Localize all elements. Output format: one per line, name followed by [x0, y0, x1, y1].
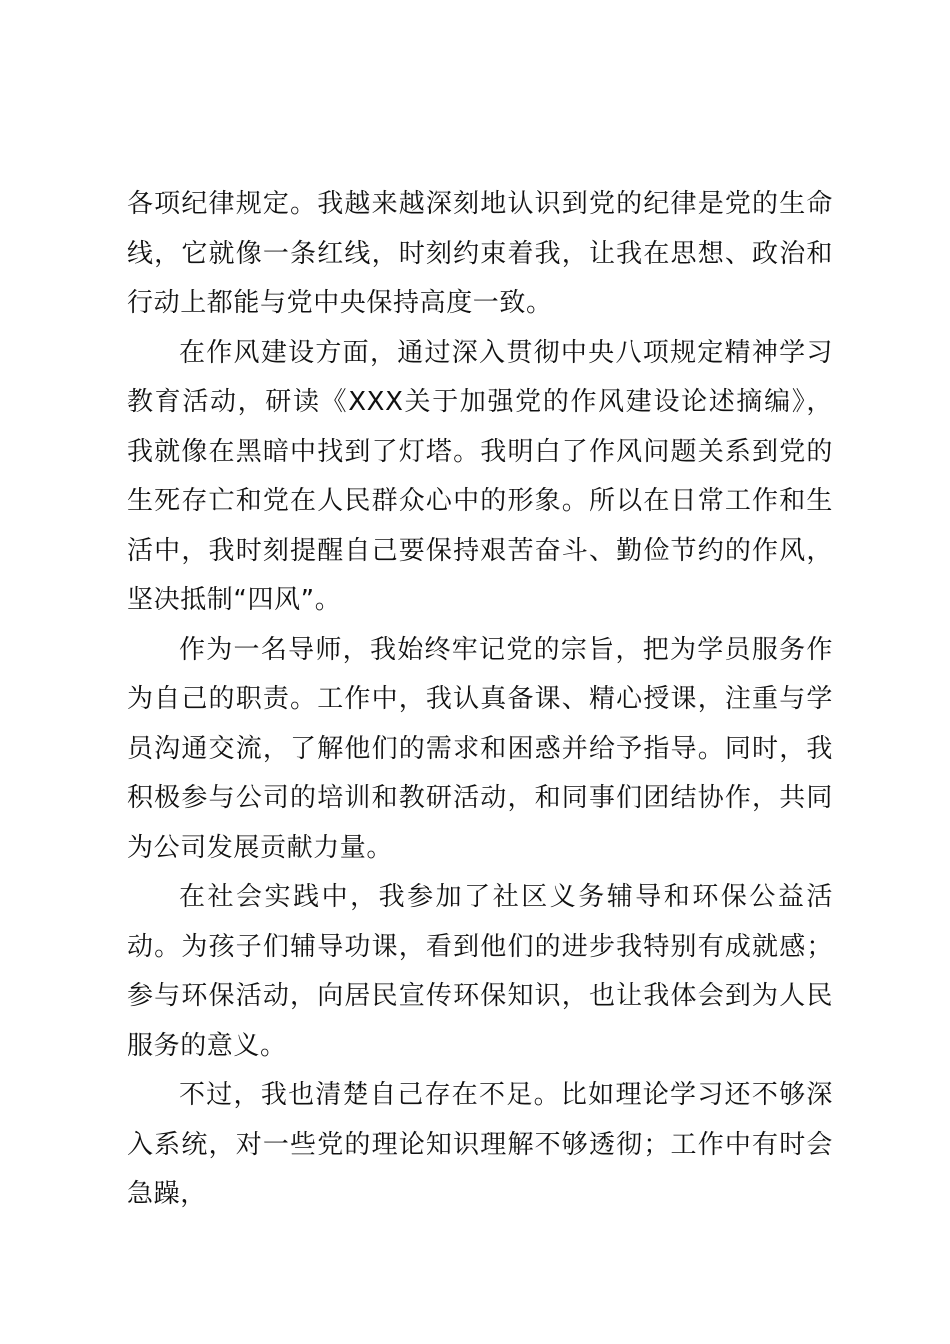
paragraph-work-style: 在作风建设方面，通过深入贯彻中央八项规定精神学习教育活动，研读《XXX关于加强党的作风建设论述摘编》，我就像在黑暗中找到了灯塔。我明白了作风问题关系到党的生死存亡和党在人民群众心中的形象。所以在日常工作和生活中，我时刻提醒自己要保持艰苦奋斗、勤俭节约的作风，坚决抵制“四风”。 — [127, 337, 833, 615]
document-body — [127, 180, 833, 1220]
paragraph-mentor-duty: 作为一名导师，我始终牢记党的宗旨，把为学员服务作为自己的职责。工作中，我认真备课、精心授课，注重与学员沟通交流，了解他们的需求和困惑并给予指导。同时，我积极参与公司的培训和教研活动，和同事们团结协作，共同为公司发展贡献力量。 — [127, 634, 833, 863]
paragraph-shortcomings: 不过，我也清楚自己存在不足。比如理论学习还不够深入系统，对一些党的理论知识理解不够透彻；工作中有时会急躁， — [127, 1080, 833, 1209]
paragraph-discipline: 各项纪律规定。我越来越深刻地认识到党的纪律是党的生命线，它就像一条红线，时刻约束着我，让我在思想、政治和行动上都能与党中央保持高度一致。 — [127, 189, 833, 318]
paragraph-social-practice: 在社会实践中，我参加了社区义务辅导和环保公益活动。为孩子们辅导功课，看到他们的进步我特别有成就感；参与环保活动，向居民宣传环保知识，也让我体会到为人民服务的意义。 — [127, 882, 833, 1061]
